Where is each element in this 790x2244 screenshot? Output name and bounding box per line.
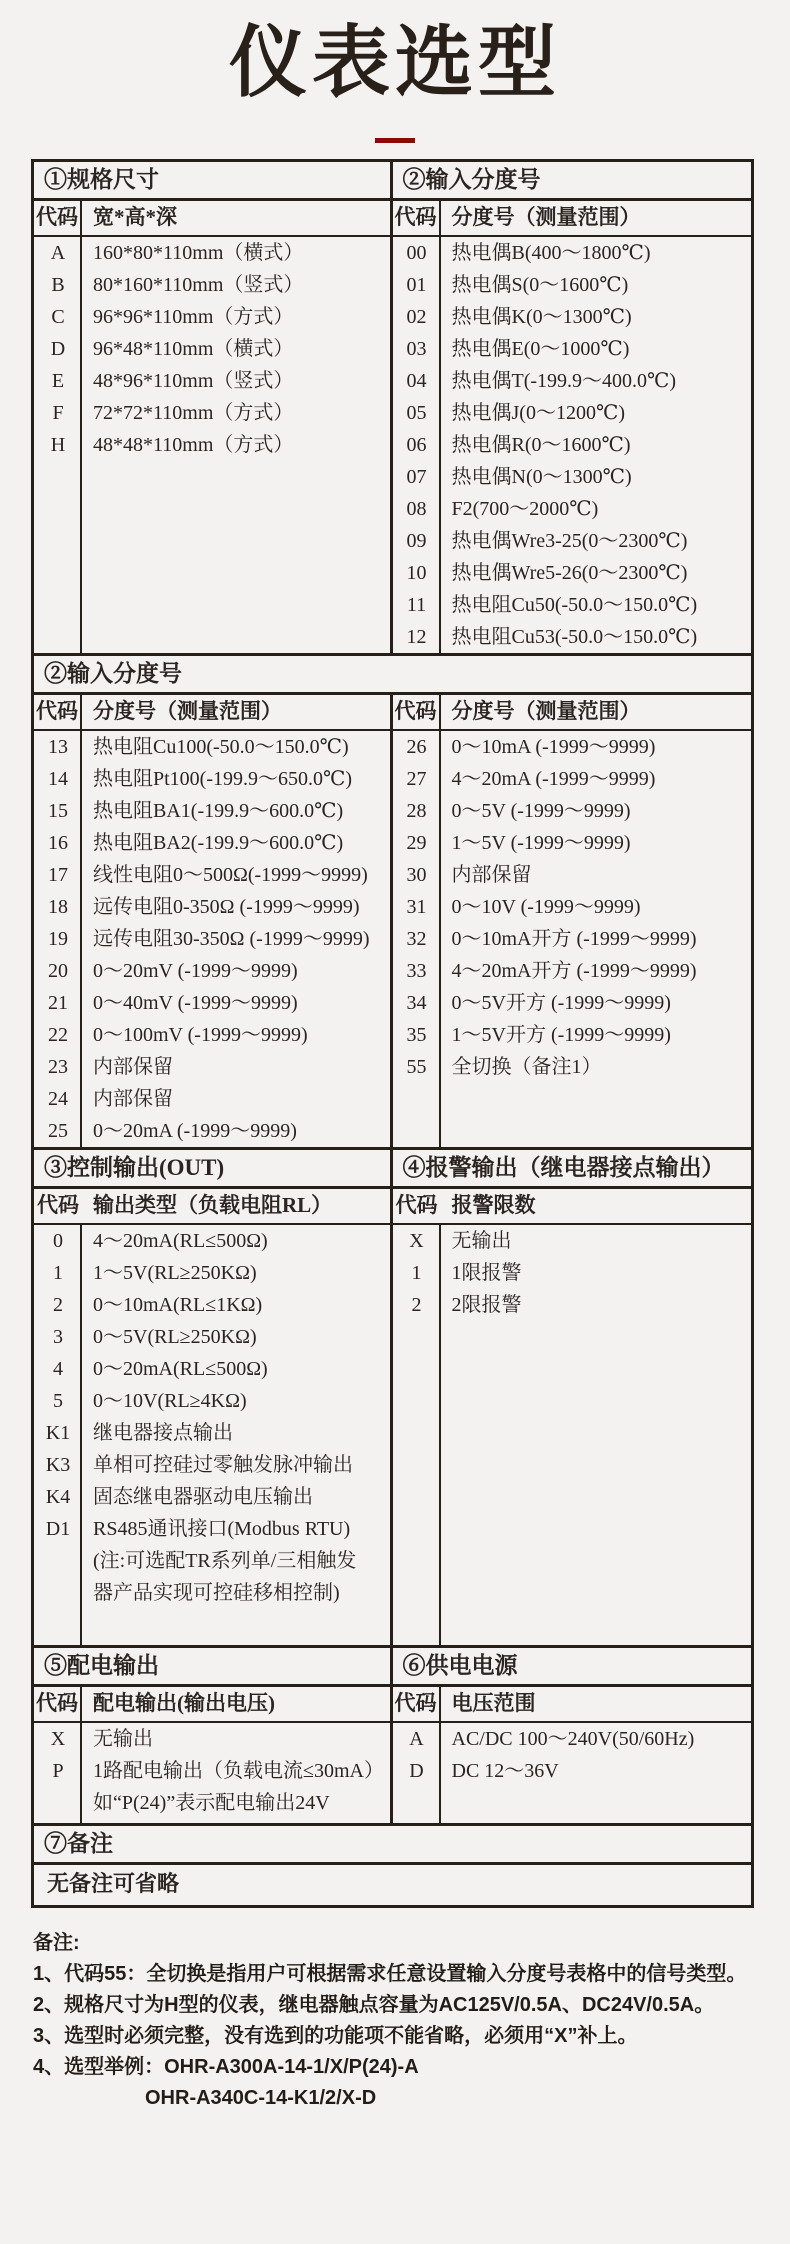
table-row [393, 269, 752, 301]
row-desc: 1～5V开方 (-1999～9999) [451, 1024, 671, 1047]
table-row [34, 301, 390, 333]
table-rows [393, 1225, 752, 1645]
table-row [34, 237, 390, 269]
footnote-item: 2、规格尺寸为H型的仪表，继电器触点容量为AC125V/0.5A、DC24V/0.5A。 [33, 1994, 715, 2017]
table-row [34, 1787, 390, 1819]
header-code: 代码 [34, 695, 82, 729]
row-code: 5 [53, 1390, 63, 1413]
table-row [34, 1577, 390, 1609]
row-code [34, 1787, 82, 1819]
table-row [34, 1417, 390, 1449]
footnotes [33, 1928, 790, 2114]
table-row [34, 333, 390, 365]
section-distribution-output [34, 1648, 393, 1823]
row-desc: 内部保留 [93, 1056, 173, 1079]
table-row [34, 1513, 390, 1545]
group-size-and-input [34, 162, 751, 653]
table-rows [393, 237, 752, 653]
row-code: 09 [406, 530, 427, 553]
row-code: 04 [406, 370, 427, 393]
row-code: 21 [48, 992, 68, 1015]
footnote-example-continuation: OHR-A340C-14-K1/2/X-D [145, 2087, 377, 2110]
table-row [34, 859, 390, 891]
row-desc: 1路配电输出（负载电流≤30mA） [93, 1760, 384, 1783]
group-control-alarm [34, 1147, 751, 1645]
row-desc: 0～5V(RL≥250KΩ) [93, 1326, 257, 1349]
table-row [393, 333, 752, 365]
row-code: 00 [406, 242, 427, 265]
row-code: 14 [48, 768, 68, 791]
table-row [34, 891, 390, 923]
table-rows [393, 731, 752, 1147]
table-row [393, 859, 752, 891]
table-row [393, 763, 752, 795]
table-row [393, 827, 752, 859]
table-row [393, 1289, 752, 1321]
table-header [393, 695, 752, 731]
row-code [34, 1545, 82, 1577]
row-code: 27 [406, 768, 427, 791]
section-power-supply [393, 1648, 752, 1823]
row-desc: 全切换（备注1） [451, 1056, 602, 1079]
row-code: 32 [406, 928, 427, 951]
table-row [393, 493, 752, 525]
footnote-item: 1、代码55：全切换是指用户可根据需求任意设置输入分度号表格中的信号类型。 [33, 1963, 747, 1986]
table-row [393, 429, 752, 461]
row-code: X [50, 1728, 66, 1751]
row-desc: 热电偶J(0～1200℃) [451, 402, 625, 425]
row-desc: 0～20mA(RL≤500Ω) [93, 1358, 268, 1381]
row-code: 2 [411, 1294, 422, 1317]
row-code: D [409, 1760, 424, 1783]
table-row [34, 1289, 390, 1321]
row-code: H [50, 434, 66, 457]
row-code: 11 [406, 594, 427, 617]
table-row [34, 827, 390, 859]
row-code: 07 [406, 466, 427, 489]
group-power [34, 1645, 751, 1823]
table-row [393, 365, 752, 397]
header-code: 代码 [393, 695, 441, 729]
header-code: 代码 [393, 201, 441, 235]
row-desc: RS485通讯接口(Modbus RTU) [93, 1518, 351, 1541]
table-row [34, 365, 390, 397]
section-title-input-range-1: ②输入分度号 [393, 162, 752, 201]
row-code: 1 [53, 1262, 63, 1285]
table-row [34, 955, 390, 987]
section-remark [34, 1823, 751, 1905]
row-desc: 4～20mA(RL≤500Ω) [93, 1230, 268, 1253]
table-row [34, 1257, 390, 1289]
row-code: 13 [48, 736, 68, 759]
row-desc: 继电器接点输出 [93, 1422, 233, 1445]
row-code: F [52, 402, 64, 425]
table-row [393, 1257, 752, 1289]
row-desc: 0～100mV (-1999～9999) [93, 1024, 308, 1047]
row-desc: 无输出 [93, 1728, 153, 1751]
footnote-item: 4、选型举例：OHR-A300A-14-1/X/P(24)-A [33, 2056, 419, 2079]
row-code: D1 [45, 1518, 71, 1541]
row-code: X [409, 1230, 424, 1253]
row-desc: 160*80*110mm（横式） [93, 242, 304, 265]
footnotes-label: 备注: [33, 1932, 80, 1955]
row-desc: 热电阻Cu50(-50.0～150.0℃) [451, 594, 698, 617]
table-row [393, 621, 752, 653]
section-title-remark: ⑦备注 [34, 1826, 751, 1865]
header-desc: 宽*高*深 [93, 205, 177, 230]
table-row [34, 1051, 390, 1083]
section-control-output [34, 1150, 393, 1645]
title-underline-dash [375, 138, 415, 143]
row-desc: 48*48*110mm（方式） [93, 434, 294, 457]
table-header [34, 1189, 390, 1225]
table-row [34, 429, 390, 461]
row-desc: 固态继电器驱动电压输出 [93, 1486, 313, 1509]
header-desc: 分度号（测量范围） [93, 699, 282, 724]
table-row [393, 731, 752, 763]
row-desc: 如“P(24)”表示配电输出24V [93, 1792, 330, 1815]
table-row [34, 987, 390, 1019]
table-row [34, 397, 390, 429]
page-title: 仪表选型 [228, 18, 561, 106]
row-code: K3 [45, 1454, 71, 1477]
row-code: E [51, 370, 65, 393]
table-row [34, 731, 390, 763]
table-row [34, 1115, 390, 1147]
row-code: 0 [53, 1230, 63, 1253]
row-desc: AC/DC 100～240V(50/60Hz) [451, 1728, 695, 1751]
row-code: K4 [45, 1486, 71, 1509]
selection-sheet [0, 16, 790, 2244]
table-header [34, 695, 390, 731]
header-desc: 输出类型（负载电阻RL） [93, 1193, 333, 1218]
row-desc: 0～10V(RL≥4KΩ) [93, 1390, 247, 1413]
group-input-range-2 [34, 653, 751, 1147]
table-header [34, 1687, 390, 1723]
row-code: 26 [406, 736, 427, 759]
row-code [34, 1577, 82, 1609]
row-desc: 96*48*110mm（横式） [93, 338, 294, 361]
table-row [393, 557, 752, 589]
row-desc: 2限报警 [451, 1294, 522, 1317]
row-desc: 热电阻BA2(-199.9～600.0℃) [93, 832, 344, 855]
row-desc: 热电偶K(0～1300℃) [451, 306, 632, 329]
row-code: 19 [48, 928, 68, 951]
table-row [34, 763, 390, 795]
header-desc: 报警限数 [451, 1193, 536, 1218]
row-code: K1 [45, 1422, 71, 1445]
row-code: 03 [406, 338, 427, 361]
table-row [34, 1449, 390, 1481]
row-code: 30 [406, 864, 427, 887]
row-code: P [52, 1760, 64, 1783]
row-desc: 1～5V(RL≥250KΩ) [93, 1262, 257, 1285]
row-code: 10 [406, 562, 427, 585]
header-desc: 配电输出(输出电压) [93, 1691, 275, 1716]
row-desc: 热电偶B(400～1800℃) [451, 242, 651, 265]
row-code: 25 [48, 1120, 68, 1143]
row-desc: 热电偶Wre5-26(0～2300℃) [451, 562, 688, 585]
table-row [393, 525, 752, 557]
table-row [34, 1083, 390, 1115]
table-row [393, 795, 752, 827]
table-row [393, 301, 752, 333]
row-desc: 0～5V (-1999～9999) [451, 800, 631, 823]
table-row [393, 397, 752, 429]
table-row [393, 987, 752, 1019]
section-title-distribution-output: ⑤配电输出 [34, 1648, 390, 1687]
section-input-range-1 [393, 162, 752, 653]
table-row [34, 1385, 390, 1417]
header-code: 代码 [37, 1193, 79, 1218]
table-row [393, 923, 752, 955]
table-rows [34, 731, 390, 1147]
row-code: 24 [48, 1088, 68, 1111]
row-desc: 96*96*110mm（方式） [93, 306, 294, 329]
row-desc: 内部保留 [93, 1088, 173, 1111]
row-desc: 0～40mV (-1999～9999) [93, 992, 298, 1015]
table-rows [34, 1723, 390, 1823]
row-code: D [50, 338, 66, 361]
row-code: 55 [406, 1056, 427, 1079]
section-title-power-supply: ⑥供电电源 [393, 1648, 752, 1687]
row-desc: 48*96*110mm（竖式） [93, 370, 294, 393]
table-header [393, 201, 752, 237]
table-row [34, 269, 390, 301]
row-code: 18 [48, 896, 68, 919]
row-desc: 热电阻Cu53(-50.0～150.0℃) [451, 626, 698, 649]
row-desc: 热电偶R(0～1600℃) [451, 434, 631, 457]
table-row [393, 461, 752, 493]
row-code: C [51, 306, 65, 329]
row-desc: 0～10V (-1999～9999) [451, 896, 641, 919]
table-row [393, 955, 752, 987]
table-rows [34, 237, 390, 653]
table-row [393, 589, 752, 621]
row-code: A [409, 1728, 424, 1751]
table-row [393, 1225, 752, 1257]
row-code: 05 [406, 402, 427, 425]
table-header [393, 1189, 752, 1225]
table-row [34, 1353, 390, 1385]
table-row [34, 1019, 390, 1051]
header-code: 代码 [34, 201, 82, 235]
header-code: 代码 [34, 1687, 82, 1721]
table-header [393, 1687, 752, 1723]
row-desc: F2(700～2000℃) [451, 498, 599, 521]
row-code: A [50, 242, 66, 265]
row-desc: 1～5V (-1999～9999) [451, 832, 631, 855]
header-code: 代码 [393, 1687, 441, 1721]
section-alarm-output [393, 1150, 752, 1645]
footnote-items [33, 1959, 790, 2083]
row-code: 23 [48, 1056, 68, 1079]
table-row [393, 1723, 752, 1755]
row-desc: 0～20mV (-1999～9999) [93, 960, 298, 983]
table-row [34, 1321, 390, 1353]
table-row [34, 1225, 390, 1257]
row-desc: 远传电阻30-350Ω (-1999～9999) [93, 928, 370, 951]
table-row [34, 795, 390, 827]
row-code: 3 [53, 1326, 63, 1349]
row-desc: 0～10mA (-1999～9999) [451, 736, 656, 759]
row-desc: DC 12～36V [451, 1760, 559, 1783]
row-code: 4 [53, 1358, 63, 1381]
row-code: 16 [48, 832, 68, 855]
table-row [393, 891, 752, 923]
row-desc: 热电偶E(0～1000℃) [451, 338, 630, 361]
table-rows [393, 1723, 752, 1823]
footnote-item: 3、选型时必须完整，没有选到的功能项不能省略，必须用“X”补上。 [33, 2025, 638, 2048]
row-desc: 热电偶T(-199.9～400.0℃) [451, 370, 677, 393]
row-desc: (注:可选配TR系列单/三相触发 [93, 1550, 357, 1573]
row-desc: 0～5V开方 (-1999～9999) [451, 992, 671, 1015]
selection-table [31, 159, 754, 1908]
row-desc: 热电偶Wre3-25(0～2300℃) [451, 530, 688, 553]
row-desc: 1限报警 [451, 1262, 522, 1285]
section-title-spec-size: ①规格尺寸 [34, 162, 390, 201]
row-desc: 无输出 [451, 1230, 512, 1253]
table-row [34, 1481, 390, 1513]
table-row [393, 1755, 752, 1787]
section-title-input-range-2: ②输入分度号 [34, 656, 751, 695]
row-desc: 0～10mA开方 (-1999～9999) [451, 928, 697, 951]
table-header [34, 201, 390, 237]
row-code: 35 [406, 1024, 427, 1047]
table-rows [34, 1225, 390, 1645]
table-row [34, 1545, 390, 1577]
row-code: 01 [406, 274, 427, 297]
row-desc: 4～20mA (-1999～9999) [451, 768, 656, 791]
row-desc: 热电偶S(0～1600℃) [451, 274, 629, 297]
row-code: 20 [48, 960, 68, 983]
header-desc: 电压范围 [451, 1691, 536, 1716]
input-range-2-right [393, 695, 752, 1147]
row-desc: 0～10mA(RL≤1KΩ) [93, 1294, 263, 1317]
header-code: 代码 [395, 1193, 438, 1218]
table-row [393, 1019, 752, 1051]
row-code: 1 [411, 1262, 422, 1285]
row-desc: 远传电阻0-350Ω (-1999～9999) [93, 896, 360, 919]
row-code: 08 [406, 498, 427, 521]
row-desc: 热电阻BA1(-199.9～600.0℃) [93, 800, 344, 823]
row-code: 29 [406, 832, 427, 855]
section-title-alarm-output: ④报警输出（继电器接点输出） [393, 1150, 752, 1189]
row-desc: 热电阻Cu100(-50.0～150.0℃) [93, 736, 349, 759]
row-desc: 4～20mA开方 (-1999～9999) [451, 960, 697, 983]
row-code: 15 [48, 800, 68, 823]
row-desc: 单相可控硅过零触发脉冲输出 [93, 1454, 353, 1477]
row-code: 2 [53, 1294, 63, 1317]
remark-text: 无备注可省略 [47, 1871, 180, 1897]
row-code: B [51, 274, 65, 297]
section-title-control-output: ③控制输出(OUT) [34, 1150, 390, 1189]
row-code: 28 [406, 800, 427, 823]
row-code: 12 [406, 626, 427, 649]
row-desc: 0～20mA (-1999～9999) [93, 1120, 297, 1143]
row-desc: 线性电阻0～500Ω(-1999～9999) [93, 864, 368, 887]
section-spec-size [34, 162, 393, 653]
header-desc: 分度号（测量范围） [451, 205, 641, 230]
table-row [34, 1755, 390, 1787]
row-code: 33 [406, 960, 427, 983]
input-range-2-left [34, 695, 393, 1147]
table-row [393, 237, 752, 269]
row-code: 31 [406, 896, 427, 919]
row-code: 34 [406, 992, 427, 1015]
table-row [34, 923, 390, 955]
row-desc: 72*72*110mm（方式） [93, 402, 294, 425]
row-desc: 器产品实现可控硅移相控制) [93, 1582, 340, 1605]
row-code: 22 [48, 1024, 68, 1047]
row-code: 02 [406, 306, 427, 329]
table-row [34, 1723, 390, 1755]
row-code: 17 [48, 864, 68, 887]
header-desc: 分度号（测量范围） [451, 699, 641, 724]
row-desc: 热电偶N(0～1300℃) [451, 466, 632, 489]
row-desc: 热电阻Pt100(-199.9～650.0℃) [93, 768, 353, 791]
row-desc: 内部保留 [451, 864, 532, 887]
row-desc: 80*160*110mm（竖式） [93, 274, 304, 297]
table-row [393, 1051, 752, 1083]
row-code: 06 [406, 434, 427, 457]
